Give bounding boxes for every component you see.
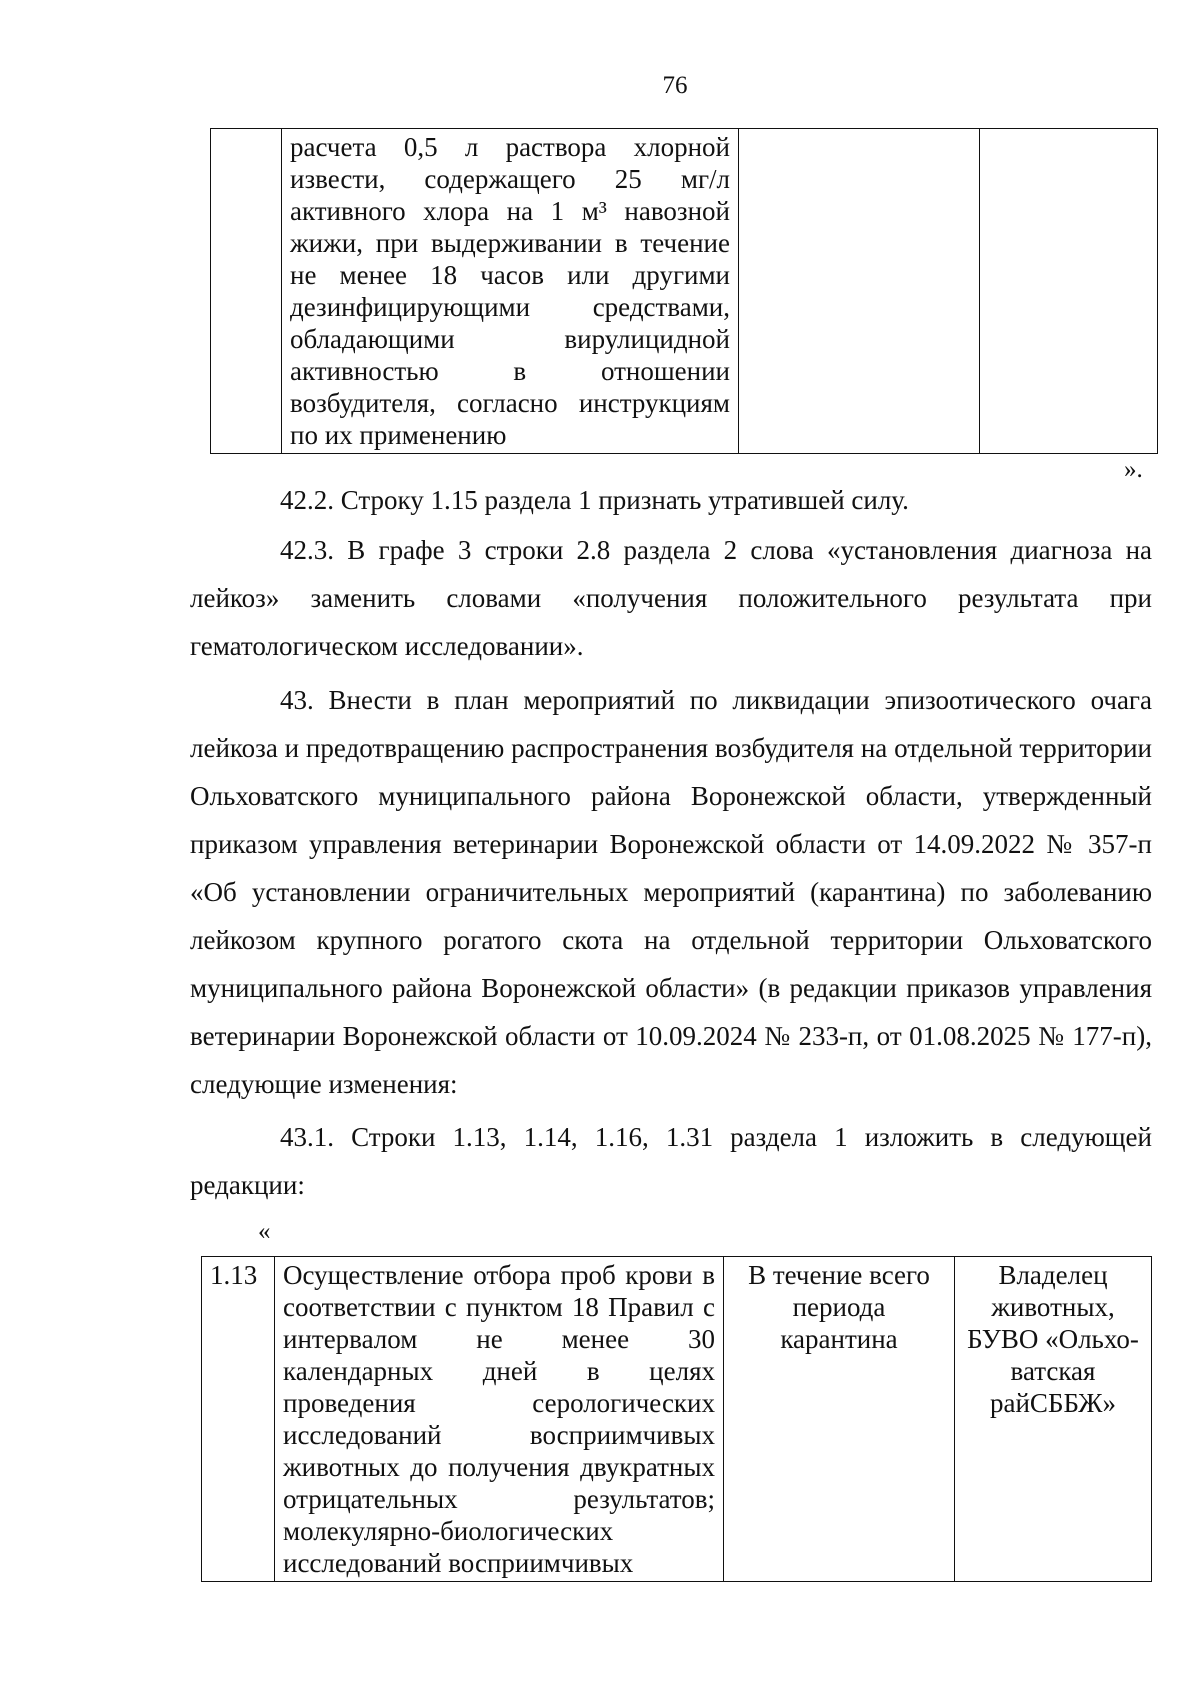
table-cell-number <box>211 129 282 454</box>
page-number: 76 <box>662 72 688 99</box>
closing-quote: ». <box>1124 456 1143 483</box>
paragraph-42-3: 42.3. В графе 3 строки 2.8 раздела 2 слова «установления диагноза на лейкоз» заменить словами «получения положительного результата при гематологическом исследовании». <box>190 535 1152 661</box>
table-cell-responsible: Владелец животных, БУВО «Ольхо-ватская райСББЖ» <box>955 1257 1152 1582</box>
table-new-rows <box>201 1256 1152 1582</box>
table-row <box>211 129 1158 454</box>
table-cell-term: В течение всего периода карантина <box>724 1257 955 1582</box>
table-cell-action: Осуществление отбора проб крови в соответствии с пунктом 18 Правил с интервалом не менее 30 календарных дней в целях проведения серологических исследований восприимчивых животных до получения двукратных отрицательных результатов; молекулярно-биологических исследований восприимчивых <box>275 1257 724 1582</box>
table-cell-term <box>739 129 980 454</box>
table-cell-action: расчета 0,5 л раствора хлорной извести, содержащего 25 мг/л активного хлора на 1 м³ навозной жижи, при выдерживании в течение не менее 18 часов или другими дезинфицирующими средствами, обладающими вирулицидной активностью в отношении возбудителя, согласно инструкциям по их применению <box>282 129 739 454</box>
paragraph-42-2: 42.2. Строку 1.15 раздела 1 признать утратившей силу. <box>280 485 909 515</box>
table-row <box>202 1257 1152 1582</box>
table-cell-responsible <box>980 129 1158 454</box>
paragraph-43: 43. Внести в план мероприятий по ликвидации эпизоотического очага лейкоза и предотвращению распространения возбудителя на отдельной территории Ольховатского муниципального района Воронежской области, утвержденный приказом управления ветеринарии Воронежской области от 14.09.2022 № 357-п «Об установлении ограничительных мероприятий (карантина) по заболеванию лейкозом крупного рогатого скота на отдельной территории Ольховатского муниципального района Воронежской области» (в редакции приказов управления ветеринарии Воронежской области от 10.09.2024 № 233-п, от 01.08.2025 № 177-п), следующие изменения: <box>190 685 1152 1099</box>
opening-quote: « <box>258 1218 271 1245</box>
table-cell-number: 1.13 <box>202 1257 275 1582</box>
paragraph-43-1: 43.1. Строки 1.13, 1.14, 1.16, 1.31 раздела 1 изложить в следующей редакции: <box>190 1122 1152 1200</box>
table-continued <box>210 128 1158 454</box>
